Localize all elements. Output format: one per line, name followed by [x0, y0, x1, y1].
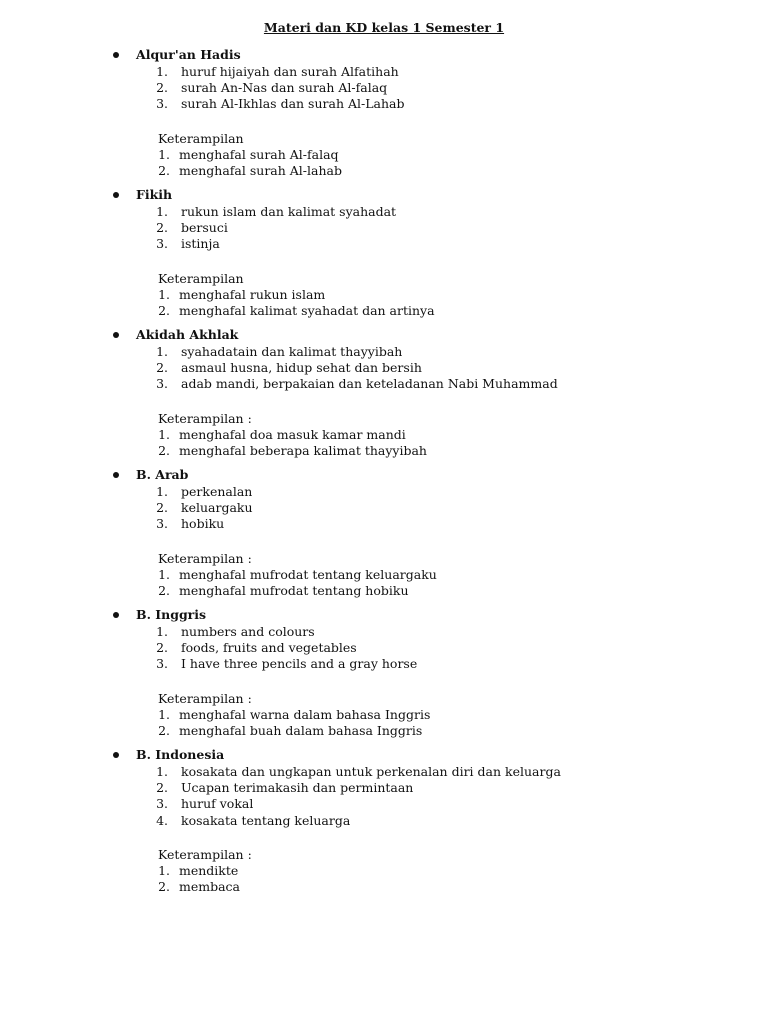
subject-heading: B. Arab	[136, 467, 189, 482]
skill-label: Keterampilan :	[158, 846, 252, 862]
subject-heading: Akidah Akhlak	[136, 327, 239, 342]
skill-item: mendikte	[179, 863, 239, 878]
materi-number: 3.	[156, 656, 168, 672]
materi-item: foods, fruits and vegetables	[181, 640, 357, 656]
page-title: Materi dan KD kelas 1 Semester 1	[263, 20, 505, 35]
skill-label: Keterampilan :	[158, 690, 252, 706]
materi-item: perkenalan	[181, 484, 253, 499]
materi-item: hobiku	[181, 516, 225, 532]
materi-number: 2.	[156, 640, 168, 656]
materi-item: adab mandi, berpakaian dan keteladanan Nabi Muhammad	[181, 376, 558, 392]
materi-item: I have three pencils and a gray horse	[181, 656, 418, 672]
materi-item: Ucapan terimakasih dan permintaan	[181, 780, 414, 796]
materi-item: bersuci	[181, 220, 228, 236]
materi-item: syahadatain dan kalimat thayyibah	[181, 344, 403, 359]
bullet-icon	[113, 612, 119, 618]
materi-item: huruf vokal	[181, 796, 254, 812]
materi-item: asmaul husna, hidup sehat dan bersih	[181, 360, 422, 376]
materi-number: 1.	[156, 624, 168, 639]
materi-number: 2.	[156, 780, 168, 796]
skill-number: 2.	[158, 443, 170, 458]
skill-item: menghafal mufrodat tentang keluargaku	[179, 566, 437, 582]
materi-number: 3.	[156, 796, 168, 812]
bullet-icon	[113, 472, 119, 478]
materi-number: 1.	[156, 484, 168, 499]
skill-number: 1.	[158, 426, 170, 442]
skill-number: 2.	[158, 303, 170, 318]
skill-label: Keterampilan	[158, 130, 244, 146]
materi-number: 1.	[156, 764, 168, 779]
skill-number: 2.	[158, 583, 170, 598]
materi-item: surah An-Nas dan surah Al-falaq	[181, 80, 388, 96]
materi-item: keluargaku	[181, 500, 253, 516]
materi-number: 1.	[156, 344, 168, 359]
materi-number: 1.	[156, 204, 168, 219]
materi-item: rukun islam dan kalimat syahadat	[181, 204, 397, 219]
skill-label: Keterampilan	[158, 270, 244, 286]
skill-item: menghafal beberapa kalimat thayyibah	[179, 443, 427, 458]
bullet-icon	[113, 752, 119, 758]
materi-number: 3.	[156, 96, 168, 112]
skill-item: menghafal mufrodat tentang hobiku	[179, 583, 409, 598]
materi-number: 3.	[156, 376, 168, 392]
materi-number: 4.	[156, 812, 168, 828]
subject-heading: B. Indonesia	[136, 747, 225, 762]
skill-number: 1.	[158, 566, 170, 582]
skill-item: menghafal kalimat syahadat dan artinya	[179, 303, 435, 318]
subject-heading: B. Inggris	[136, 607, 207, 622]
materi-number: 2.	[156, 360, 168, 376]
skill-item: membaca	[179, 879, 241, 895]
skill-item: menghafal buah dalam bahasa Inggris	[179, 723, 423, 738]
skill-number: 1.	[158, 286, 170, 302]
skill-label: Keterampilan :	[158, 550, 252, 566]
materi-item: kosakata tentang keluarga	[181, 812, 351, 828]
materi-number: 2.	[156, 500, 168, 516]
skill-number: 1.	[158, 146, 170, 162]
skill-item: menghafal surah Al-lahab	[179, 163, 342, 178]
skill-item: menghafal surah Al-falaq	[179, 146, 339, 162]
skill-number: 1.	[158, 706, 170, 722]
materi-number: 2.	[156, 80, 168, 96]
materi-item: istinja	[181, 236, 220, 252]
materi-item: surah Al-Ikhlas dan surah Al-Lahab	[181, 96, 405, 112]
materi-number: 3.	[156, 516, 168, 532]
skill-item: menghafal doa masuk kamar mandi	[179, 426, 406, 442]
bullet-icon	[113, 332, 119, 338]
materi-item: numbers and colours	[181, 624, 315, 639]
materi-item: kosakata dan ungkapan untuk perkenalan diri dan keluarga	[181, 764, 561, 779]
skill-number: 2.	[158, 879, 170, 895]
materi-number: 2.	[156, 220, 168, 236]
skill-item: menghafal warna dalam bahasa Inggris	[179, 706, 431, 722]
skill-item: menghafal rukun islam	[179, 286, 326, 302]
skill-label: Keterampilan :	[158, 410, 252, 426]
materi-number: 3.	[156, 236, 168, 252]
bullet-icon	[113, 52, 119, 58]
skill-number: 2.	[158, 723, 170, 738]
materi-item: huruf hijaiyah dan surah Alfatihah	[181, 64, 399, 79]
bullet-icon	[113, 192, 119, 198]
skill-number: 2.	[158, 163, 170, 178]
materi-number: 1.	[156, 64, 168, 79]
subject-heading: Alqur'an Hadis	[136, 47, 241, 62]
skill-number: 1.	[158, 863, 170, 878]
subject-heading: Fikih	[136, 187, 173, 202]
